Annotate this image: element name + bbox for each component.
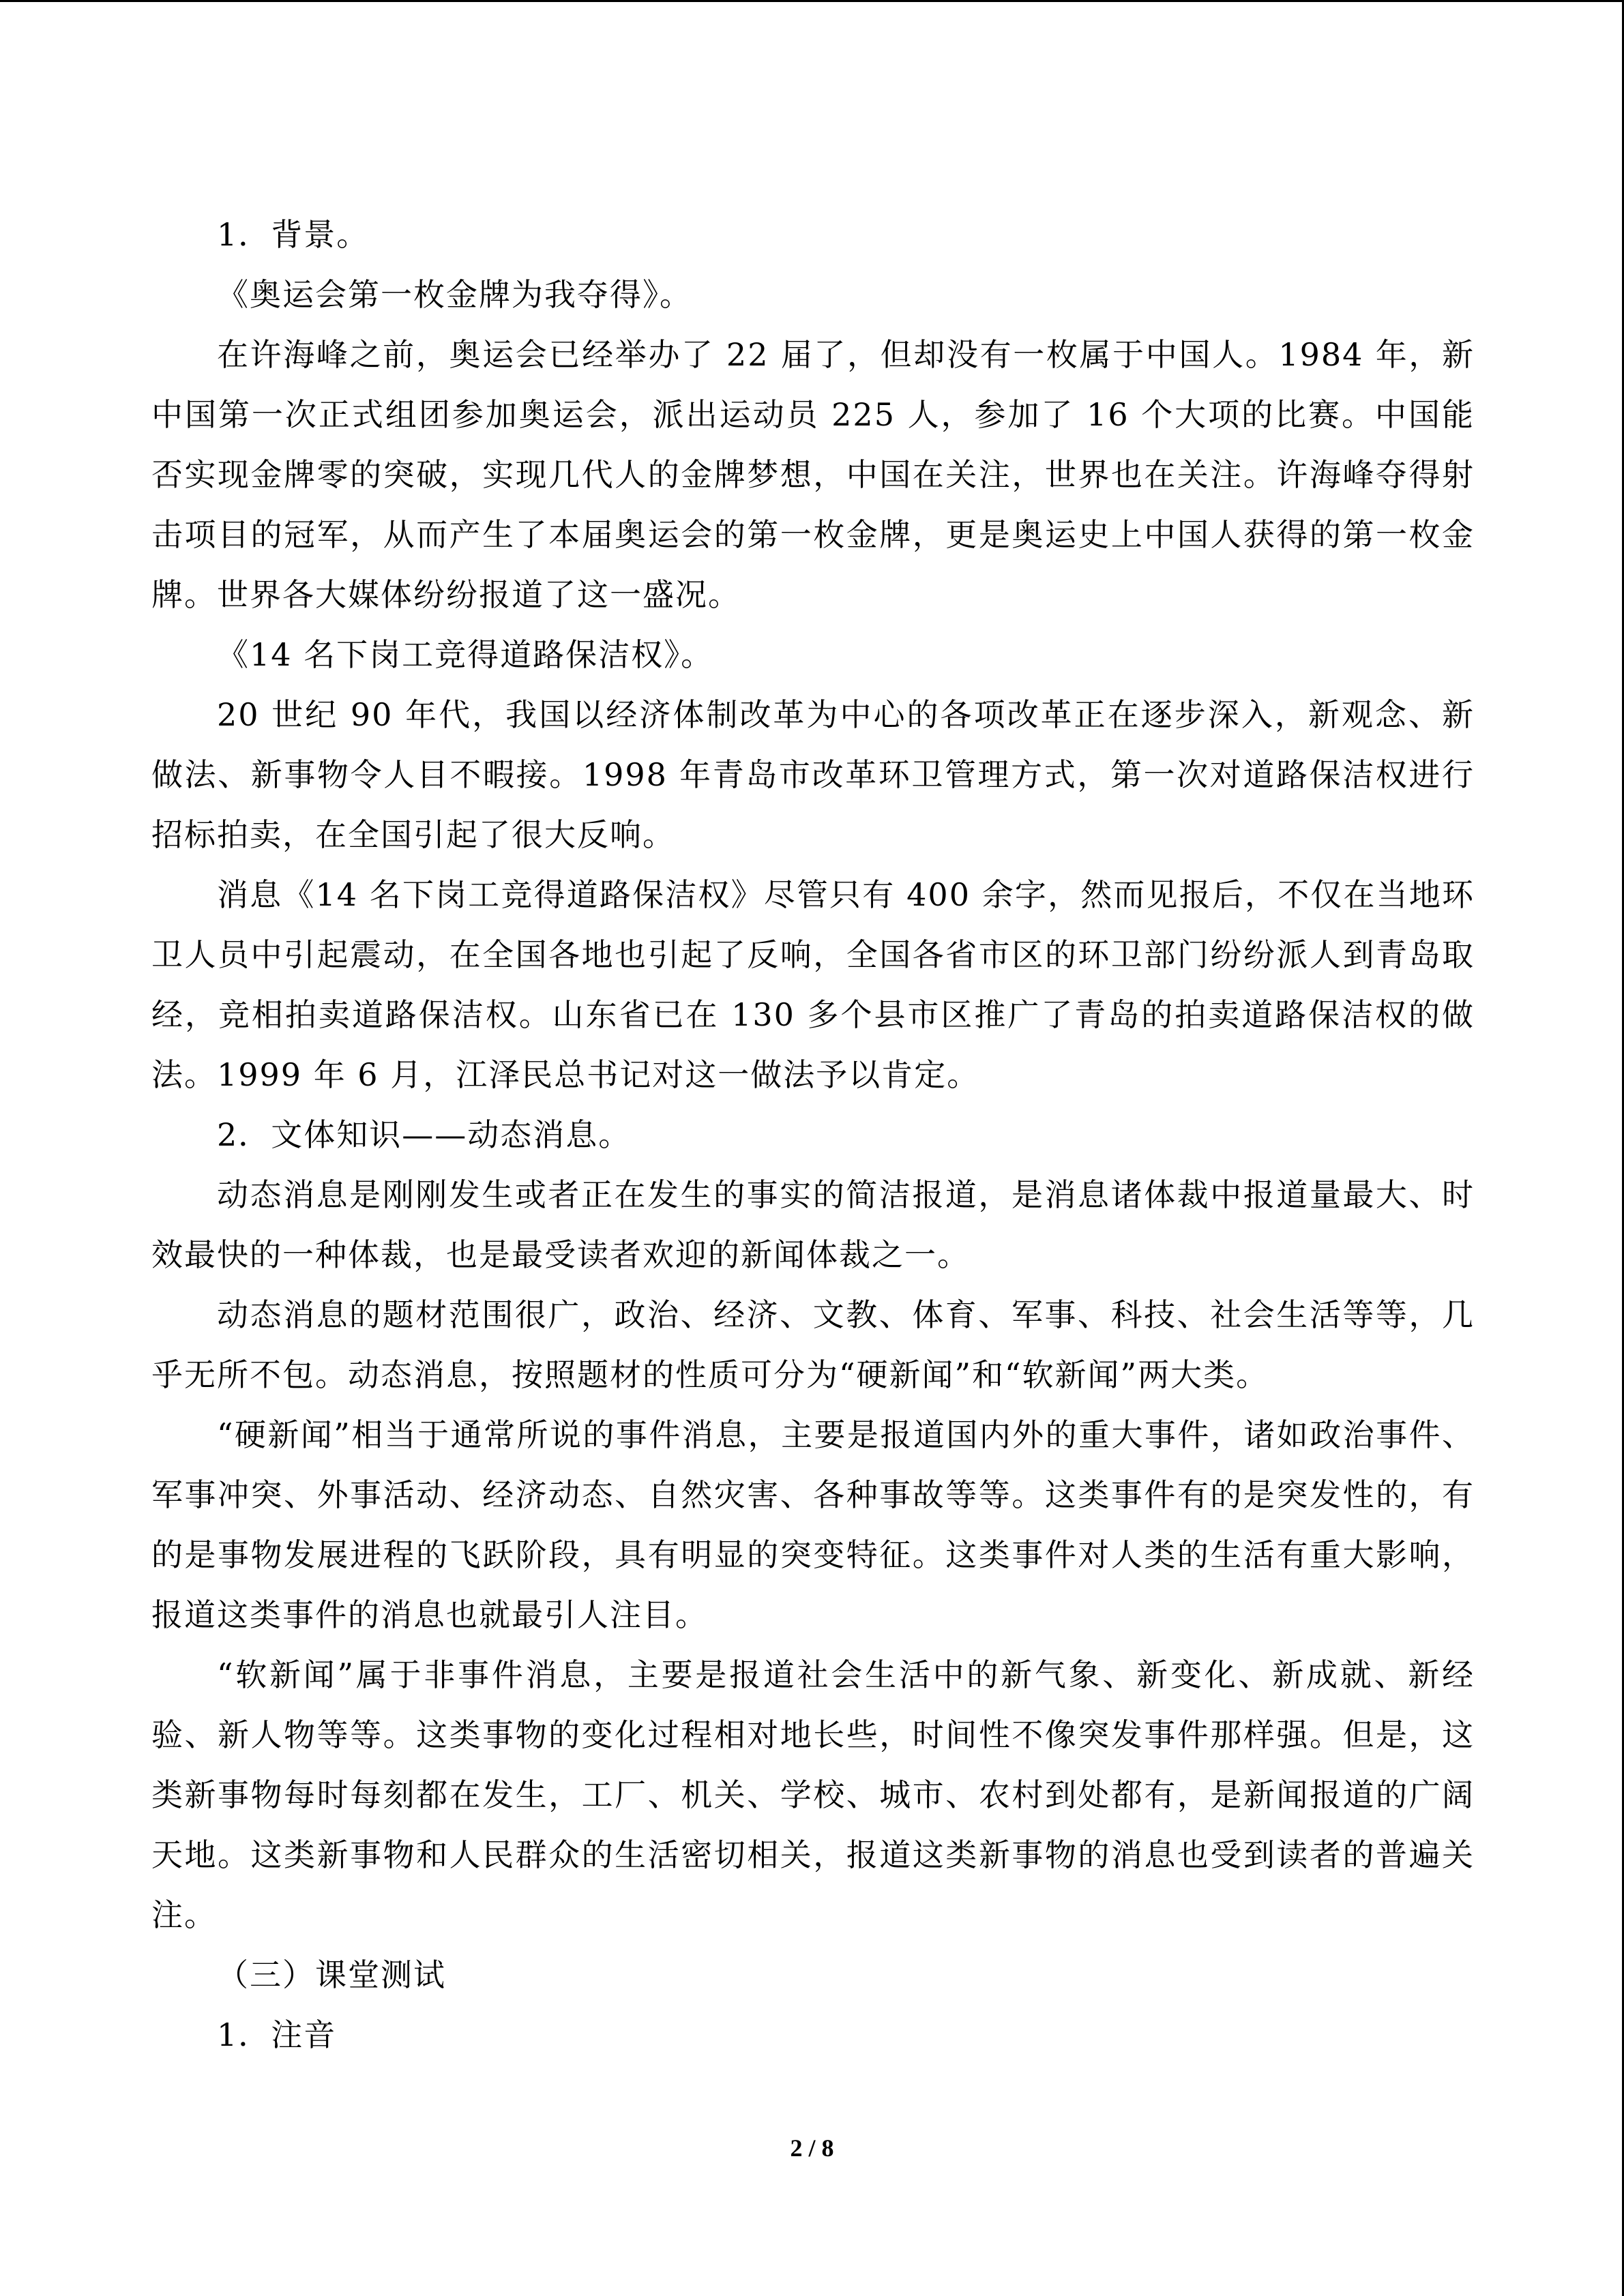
article-title-street-cleaning: 《14 名下岗工竞得道路保洁权》。 (217, 636, 714, 673)
section-heading-class-test: （三）课堂测试 (217, 1956, 446, 1993)
paragraph-olympic-background: 在许海峰之前，奥运会已经举办了 22 届了，但却没有一枚属于中国人。1984 年，新中国第一次正式组团参加奥运会，派出运动员 225 人，参加了 16 个大项的比赛。中国能否实现金牌零的突破，实现几代人的金牌梦想，中国在关注，世界也在关注。许海峰夺得射击项目的冠军，从而产生了本届奥运会的第一枚金牌，更是奥运史上中国人获得的第一枚金牌。世界各大媒体纷纷报道了这一盛况。 (151, 336, 1475, 613)
section-heading-genre-knowledge: 2．文体知识——动态消息。 (217, 1116, 632, 1153)
section-heading-background: 1．背景。 (217, 216, 370, 253)
paragraph-dynamic-news-scope: 动态消息的题材范围很广，政治、经济、文教、体育、军事、科技、社会生活等等，几乎无所不包。动态消息，按照题材的性质可分为“硬新闻”和“软新闻”两大类。 (151, 1296, 1475, 1393)
page-number: 2 / 8 (790, 2134, 834, 2162)
paragraph-reform-background: 20 世纪 90 年代，我国以经济体制改革为中心的各项改革正在逐步深入，新观念、新做法、新事物令人目不暇接。1998 年青岛市改革环卫管理方式，第一次对道路保洁权进行招标拍卖，在全国引起了很大反响。 (151, 696, 1475, 853)
subsection-heading-pronunciation: 1．注音 (217, 2016, 337, 2053)
paragraph-hard-news: “硬新闻”相当于通常所说的事件消息，主要是报道国内外的重大事件，诸如政治事件、军事冲突、外事活动、经济动态、自然灾害、各种事故等等。这类事件有的是突发性的，有的是事物发展进程的飞跃阶段，具有明显的突变特征。这类事件对人类的生活有重大影响，报道这类事件的消息也就最引人注目。 (151, 1416, 1475, 1633)
article-title-olympic-gold: 《奥运会第一枚金牌为我夺得》。 (217, 276, 692, 313)
paragraph-dynamic-news-definition: 动态消息是刚刚发生或者正在发生的事实的简洁报道，是消息诸体裁中报道量最大、时效最快的一种体裁，也是最受读者欢迎的新闻体裁之一。 (151, 1176, 1475, 1273)
document-body (151, 205, 1475, 2065)
paragraph-soft-news: “软新闻”属于非事件消息，主要是报道社会生活中的新气象、新变化、新成就、新经验、新人物等等。这类事物的变化过程相对地长些，时间性不像突发事件那样强。但是，这类新事物每时每刻都在发生，工厂、机关、学校、城市、农村到处都有，是新闻报道的广阔天地。这类新事物和人民群众的生活密切相关，报道这类新事物的消息也受到读者的普遍关注。 (151, 1656, 1475, 1933)
paragraph-news-impact: 消息《14 名下岗工竞得道路保洁权》尽管只有 400 余字，然而见报后，不仅在当地环卫人员中引起震动，在全国各地也引起了反响，全国各省市区的环卫部门纷纷派人到青岛取经，竞相拍卖道路保洁权。山东省已在 130 多个县市区推广了青岛的拍卖道路保洁权的做法。1999 年 6 月，江泽民总书记对这一做法予以肯定。 (151, 876, 1475, 1093)
page-border-top (0, 0, 1624, 2)
